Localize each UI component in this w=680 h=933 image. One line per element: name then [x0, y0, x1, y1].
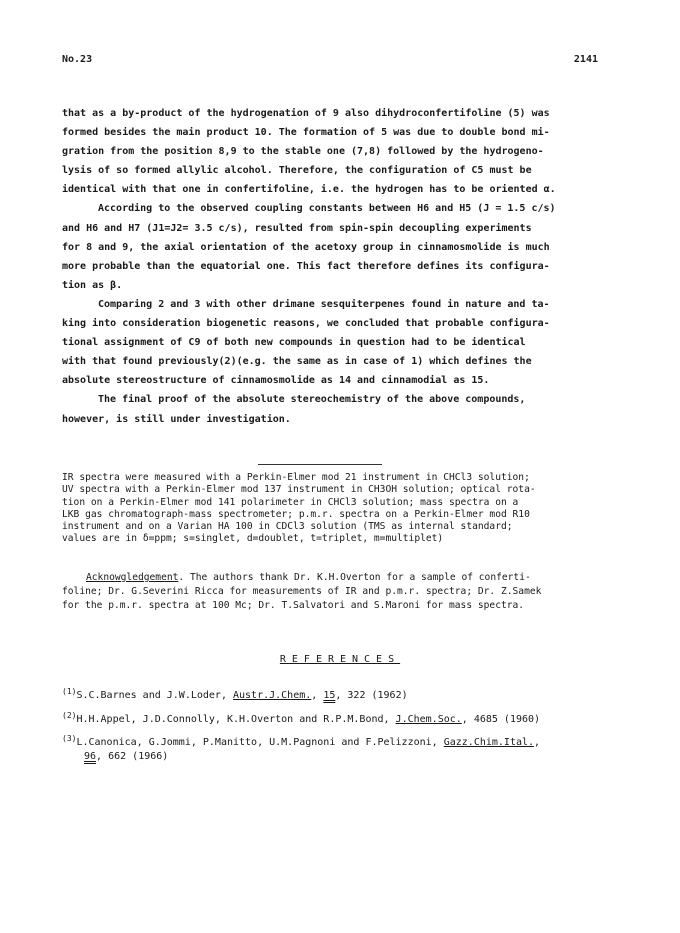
references-list	[62, 685, 618, 763]
reference-number: (3)	[62, 734, 77, 743]
body-line: gration from the position 8,9 to the stable one (7,8) followed by the hydrogeno-	[62, 146, 544, 158]
body-line: tion as β.	[62, 279, 123, 291]
body-line: identical with that one in confertifoline, i.e. the hydrogen has to be oriented α.	[62, 184, 556, 196]
body-line: According to the observed coupling constants between H6 and H5 (J = 1.5 c/s)	[98, 203, 556, 215]
reference-authors: L.Canonica, G.Jommi, P.Manitto, U.M.Pagnoni and F.Pelizzoni,	[76, 737, 444, 748]
body-line: that as a by-product of the hydrogenation of 9 also dihydroconfertifoline (5) was	[62, 108, 550, 119]
reference-item	[62, 709, 618, 727]
footnote-divider	[258, 464, 382, 465]
body-line: for 8 and 9, the axial orientation of the acetoxy group in cinnamosmolide is much	[62, 241, 550, 253]
footnote-line: IR spectra were measured with a Perkin-Elmer mod 21 instrument in CHCl3 solution;	[62, 472, 530, 483]
footnote-line: tion on a Perkin-Elmer mod 141 polarimeter in CHCl3 solution; mass spectra on a	[62, 496, 519, 508]
reference-journal: J.Chem.Soc.	[395, 713, 462, 725]
acknowledgement-line: . The authors thank Dr. K.H.Overton for a sample of conferti-	[178, 572, 531, 583]
acknowledgement-label: Acknowgledgement	[86, 572, 179, 583]
reference-authors: S.C.Barnes and J.W.Loder,	[76, 690, 233, 701]
references-heading: REFERENCES	[279, 654, 401, 665]
reference-pages: , 4685 (1960)	[461, 713, 541, 725]
reference-journal: Austr.J.Chem.	[233, 690, 312, 701]
reference-authors: H.H.Appel, J.D.Connolly, K.H.Overton and R.P.M.Bond,	[76, 713, 396, 725]
body-line: and H6 and H7 (J1=J2= 3.5 c/s), resulted from spin-spin decoupling experiments	[62, 222, 532, 234]
body-line: with that found previously(2)(e.g. the same as in case of 1) which defines the	[62, 356, 532, 368]
reference-item	[62, 732, 618, 750]
reference-journal: Gazz.Chim.Ital.	[443, 737, 535, 748]
body-line: absolute stereostructure of cinnamosmolide as 14 and cinnamodial as 15.	[62, 375, 490, 387]
acknowledgement-paragraph	[62, 571, 618, 613]
reference-volume: 15	[323, 690, 336, 701]
body-line: more probable than the equatorial one. This fact therefore defines its configura-	[62, 260, 550, 272]
body-line: lysis of so formed allylic alcohol. Therefore, the configuration of C5 must be	[62, 165, 532, 177]
body-line: formed besides the main product 10. The formation of 5 was due to double bond mi-	[62, 127, 550, 139]
acknowledgement-first-line	[62, 571, 618, 585]
body-line: king into consideration biogenetic reasons, we concluded that probable configura-	[62, 318, 550, 330]
acknowledgement-line: foline; Dr. G.Severini Ricca for measurements of IR and p.m.r. spectra; Dr. Z.Samek	[62, 586, 542, 597]
experimental-footnote	[62, 472, 618, 546]
reference-number: (1)	[62, 687, 77, 696]
page-number: 2141	[573, 54, 598, 65]
body-line: The final proof of the absolute stereochemistry of the above compounds,	[98, 394, 526, 406]
footnote-line: values are in δ=ppm; s=singlet, d=doublet, t=triplet, m=multiplet)	[62, 533, 444, 545]
body-line: however, is still under investigation.	[62, 413, 291, 425]
footnote-line: UV spectra with a Perkin-Elmer mod 137 instrument in CH3OH solution; optical rota-	[62, 484, 536, 496]
reference-pages: , 662 (1966)	[96, 750, 169, 762]
reference-pages: , 322 (1962)	[335, 690, 408, 701]
reference-pages: ,	[534, 737, 541, 748]
body-line: tional assignment of C9 of both new compounds in question had to be identical	[62, 337, 526, 349]
reference-volume: 96	[84, 750, 97, 762]
body-line: Comparing 2 and 3 with other drimane sesquiterpenes found in nature and ta-	[98, 298, 550, 310]
journal-issue-number: No.23	[62, 54, 93, 65]
main-body-text	[62, 104, 618, 429]
footnote-line: instrument and on a Varian HA 100 in CDCl3 solution (TMS as internal standard;	[62, 521, 513, 533]
reference-number: (2)	[62, 710, 77, 720]
footnote-line: LKB gas chromatograph-mass spectrometer; p.m.r. spectra on a Perkin-Elmer mod R10	[62, 508, 530, 520]
acknowledgement-line: for the p.m.r. spectra at 100 Mc; Dr. T.Salvatori and S.Maroni for mass spectra.	[62, 600, 525, 611]
reference-continuation	[62, 750, 618, 764]
reference-item: $^{(1)}$S.C.Barnes and J.W.Loder, Austr.J.Chem., 15, 322 (1962)	[62, 687, 408, 701]
